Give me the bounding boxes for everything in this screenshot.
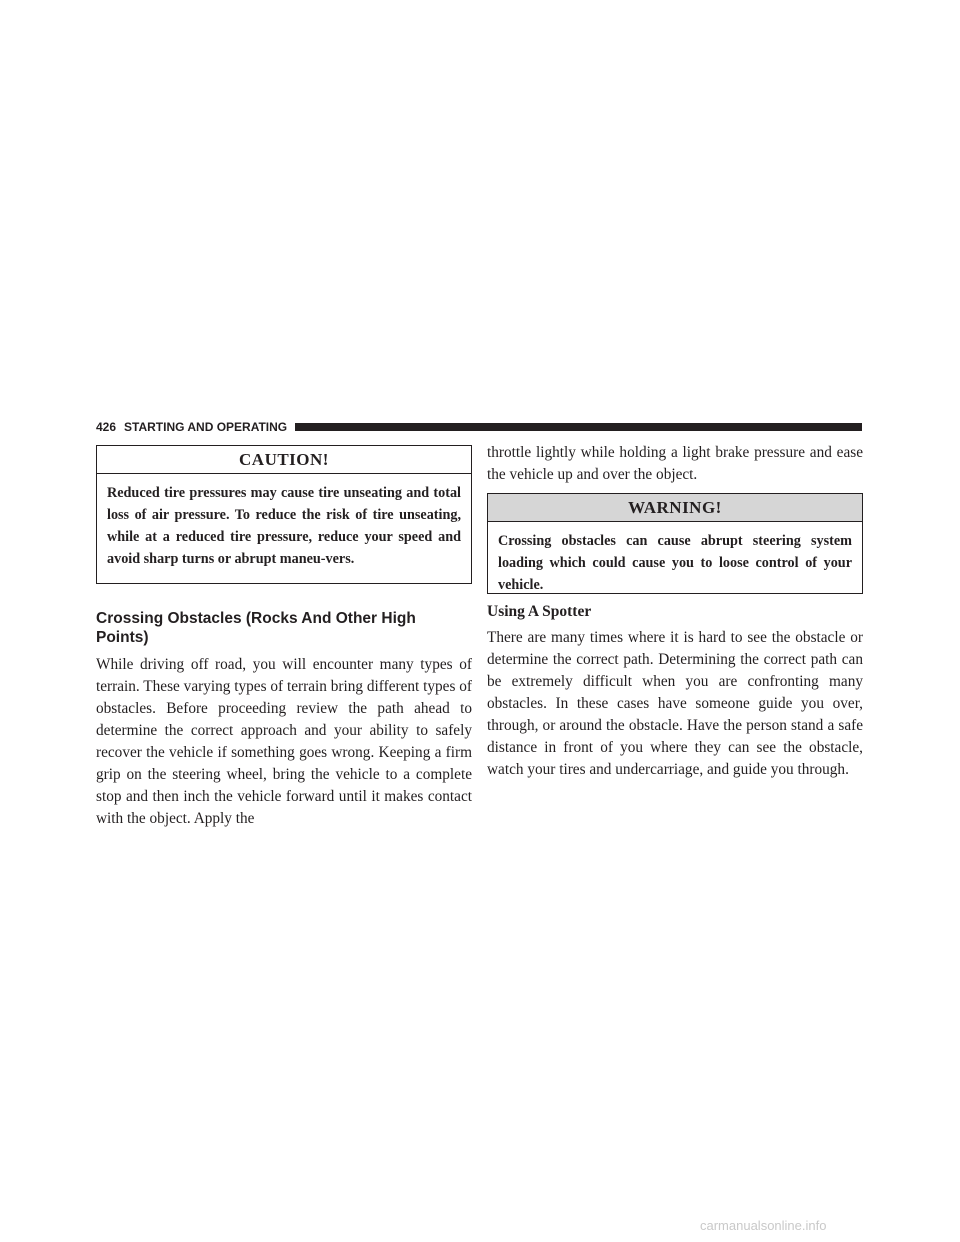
caution-title: CAUTION! <box>97 446 471 474</box>
section-title: STARTING AND OPERATING <box>124 420 288 434</box>
crossing-obstacles-paragraph-continued: throttle lightly while holding a light brake pressure and ease the vehicle up and over the object. <box>487 444 863 483</box>
crossing-obstacles-heading: Crossing Obstacles (Rocks And Other High Points) <box>96 610 416 646</box>
using-a-spotter-paragraph: There are many times where it is hard to see the obstacle or determine the correct path. Determining the correct path can be extremely difficult when you are confronting many obstacles. In these cases have someone guide you over, through, or around the obstacle. Have the person stand a safe distance in front of you where they can see the obstacle, watch your tires and undercarriage, and guide you through. <box>487 629 863 778</box>
page-number: 426 <box>96 420 117 434</box>
header-rule <box>295 423 862 431</box>
warning-text: Crossing obstacles can cause abrupt steering system loading which could cause you to loose control of your vehicle. <box>498 533 852 593</box>
warning-title: WARNING! <box>488 494 862 522</box>
caution-box <box>96 445 472 584</box>
watermark: carmanualsonline.info <box>700 1218 827 1233</box>
page-header <box>96 420 862 434</box>
warning-box <box>487 493 863 594</box>
using-a-spotter-heading: Using A Spotter <box>487 603 592 620</box>
caution-text: Reduced tire pressures may cause tire unseating and total loss of air pressure. To reduce the risk of tire unseating, while at a reduced tire pressure, reduce your speed and avoid sharp turns or abrupt maneu-vers. <box>107 485 461 567</box>
crossing-obstacles-paragraph: While driving off road, you will encounter many types of terrain. These varying types of terrain bring different types of obstacles. Before proceeding review the path ahead to determine the correct approach and your ability to safely recover the vehicle if something goes wrong. Keeping a firm grip on the steering wheel, bring the vehicle to a complete stop and then inch the vehicle forward until it makes contact with the object. Apply the <box>96 656 472 827</box>
